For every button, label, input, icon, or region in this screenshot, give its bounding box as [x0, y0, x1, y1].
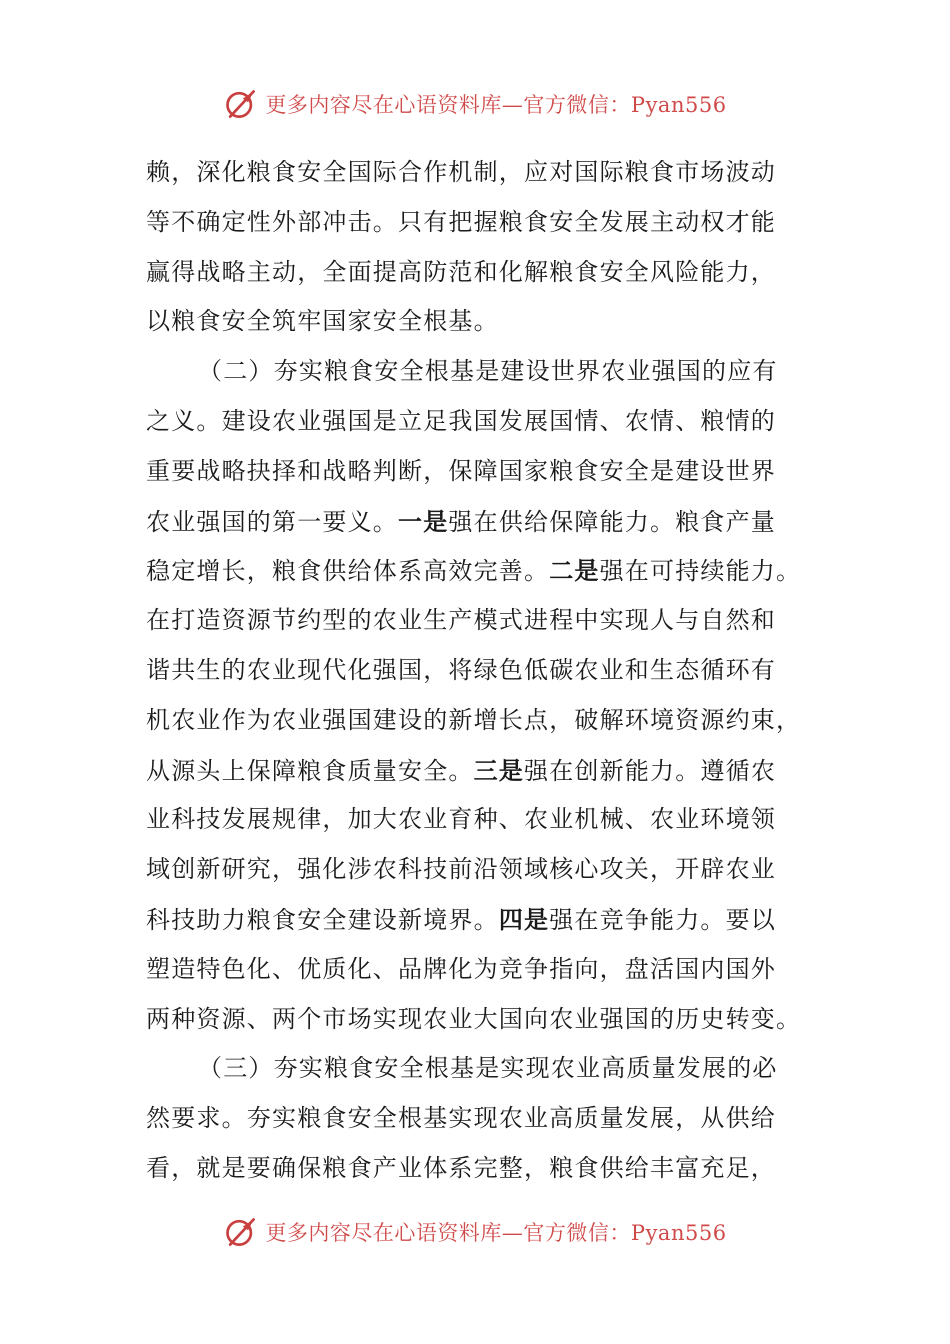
text-segment: 在打造资源节约型的农业生产模式进程中实现人与自然和	[146, 606, 776, 635]
text-line	[146, 397, 806, 447]
text-segment: 农业强国的第一要义。	[146, 507, 398, 536]
document-body	[146, 148, 806, 1194]
text-line	[146, 945, 806, 995]
text-line	[146, 596, 806, 646]
text-line	[146, 845, 806, 895]
text-line	[146, 746, 806, 796]
text-segment: 以粮食安全筑牢国家安全根基。	[146, 307, 499, 336]
text-segment: 域创新研究，强化涉农科技前沿领域核心攻关，开辟农业	[146, 855, 776, 884]
text-line	[146, 248, 806, 298]
text-segment: 看，就是要确保粮食产业体系完整，粮食供给丰富充足，	[146, 1153, 776, 1182]
text-segment: 科技助力粮食安全建设新境界。	[146, 905, 499, 934]
emphasis-label: 三是	[473, 755, 525, 785]
text-line	[146, 497, 806, 547]
text-line	[146, 297, 806, 347]
text-line	[146, 1144, 806, 1194]
text-segment: 之义。建设农业强国是立足我国发展国情、农情、粮情的	[146, 406, 776, 435]
text-segment: 业科技发展规律，加大农业育种、农业机械、农业环境领	[146, 805, 776, 834]
text-line	[146, 347, 806, 397]
text-line	[146, 646, 806, 696]
text-line	[146, 696, 806, 746]
emphasis-label: 一是	[398, 506, 449, 536]
text-line	[146, 795, 806, 845]
text-segment: 谐共生的农业现代化强国，将绿色低碳农业和生态循环有	[146, 655, 776, 684]
text-segment: 强在创新能力。遵循农	[524, 756, 777, 785]
quill-seal-logo-icon	[223, 1214, 259, 1250]
watermark-text: 更多内容尽在心语资料库—官方微信：Pyan556	[265, 93, 727, 117]
text-line	[146, 148, 806, 198]
text-line	[146, 447, 806, 497]
watermark-text: 更多内容尽在心语资料库—官方微信：Pyan556	[265, 1221, 727, 1245]
text-segment: 赢得战略主动，全面提高防范和化解粮食安全风险能力，	[146, 257, 776, 286]
text-segment: （二）夯实粮食安全根基是建设世界农业强国的应有	[198, 357, 778, 386]
text-line	[146, 895, 806, 945]
text-segment: 等不确定性外部冲击。只有把握粮食安全发展主动权才能	[146, 207, 776, 236]
paragraph	[146, 347, 806, 1044]
text-segment: 重要战略抉择和战略判断，保障国家粮食安全是建设世界	[146, 456, 776, 485]
quill-seal-logo-icon	[223, 86, 259, 122]
text-segment: 机农业作为农业强国建设的新增长点，破解环境资源约束，	[146, 705, 802, 734]
text-segment: 稳定增长，粮食供给体系高效完善。	[146, 557, 550, 586]
text-line	[146, 546, 806, 596]
text-segment: 赖，深化粮食安全国际合作机制，应对国际粮食市场波动	[146, 158, 776, 186]
text-segment: 强在供给保障能力。粮食产量	[448, 507, 777, 536]
text-segment: （三）夯实粮食安全根基是实现农业高质量发展的必	[198, 1054, 778, 1083]
emphasis-label: 二是	[549, 556, 600, 586]
text-segment: 强在竞争能力。要以	[549, 905, 777, 934]
text-line	[146, 198, 806, 248]
text-segment: 强在可持续能力。	[599, 557, 802, 586]
text-line	[146, 1044, 806, 1094]
paragraph	[146, 1044, 806, 1193]
text-segment: 从源头上保障粮食质量安全。	[146, 756, 474, 785]
watermark-footer	[0, 1212, 950, 1252]
watermark-header	[0, 84, 950, 124]
paragraph	[146, 148, 806, 347]
text-line	[146, 1094, 806, 1144]
emphasis-label: 四是	[498, 904, 550, 934]
text-segment: 塑造特色化、优质化、品牌化为竞争指向，盘活国内国外	[146, 954, 776, 983]
text-segment: 然要求。夯实粮食安全根基实现农业高质量发展，从供给	[146, 1104, 776, 1133]
text-segment: 两种资源、两个市场实现农业大国向农业强国的历史转变。	[146, 1004, 802, 1033]
text-line	[146, 995, 806, 1045]
